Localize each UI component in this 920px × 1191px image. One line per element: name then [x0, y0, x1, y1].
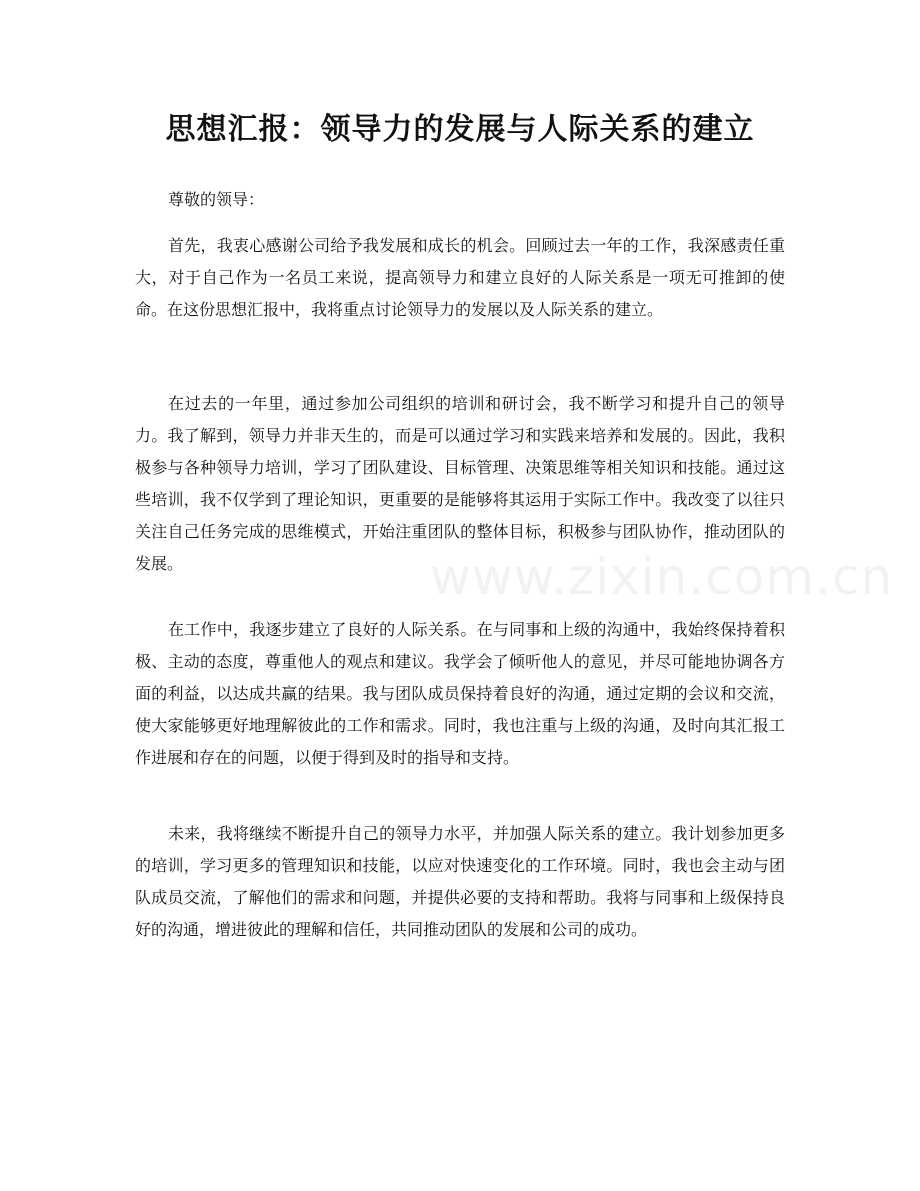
document-title: 思想汇报：领导力的发展与人际关系的建立 [165, 112, 755, 147]
paragraph-4: 未来，我将继续不断提升自己的领导力水平，并加强人际关系的建立。我计划参加更多的培训，学习更多的管理知识和技能，以应对快速变化的工作环境。同时，我也会主动与团队成员交流，了解他们的需求和问题，并提供必要的支持和帮助。我将与同事和上级保持良好的沟通，增进彼此的理解和信任，共同推动团队的发展和公司的成功。 [135, 824, 785, 939]
watermark: www.zixin.com.cn [430, 548, 894, 606]
paragraph-1: 首先，我衷心感谢公司给予我发展和成长的机会。回顾过去一年的工作，我深感责任重大，对于自己作为一名员工来说，提高领导力和建立良好的人际关系是一项无可推卸的使命。在这份思想汇报中，我将重点讨论领导力的发展以及人际关系的建立。 [135, 236, 785, 319]
paragraph-2: 在过去的一年里，通过参加公司组织的培训和研讨会，我不断学习和提升自己的领导力。我了解到，领导力并非天生的，而是可以通过学习和实践来培养和发展的。因此，我积极参与各种领导力培训，学习了团队建设、目标管理、决策思维等相关知识和技能。通过这些培训，我不仅学到了理论知识，更重要的是能够将其运用于实际工作中。我改变了以往只关注自己任务完成的思维模式，开始注重团队的整体目标，积极参与团队协作，推动团队的发展。 [135, 394, 785, 573]
paragraph-3: 在工作中，我逐步建立了良好的人际关系。在与同事和上级的沟通中，我始终保持着积极、主动的态度，尊重他人的观点和建议。我学会了倾听他人的意见，并尽可能地协调各方面的利益，以达成共赢的结果。我与团队成员保持着良好的沟通，通过定期的会议和交流，使大家能够更好地理解彼此的工作和需求。同时，我也注重与上级的沟通，及时向其汇报工作进展和存在的问题，以便于得到及时的指导和支持。 [135, 620, 785, 767]
salutation: 尊敬的领导： [168, 190, 265, 209]
